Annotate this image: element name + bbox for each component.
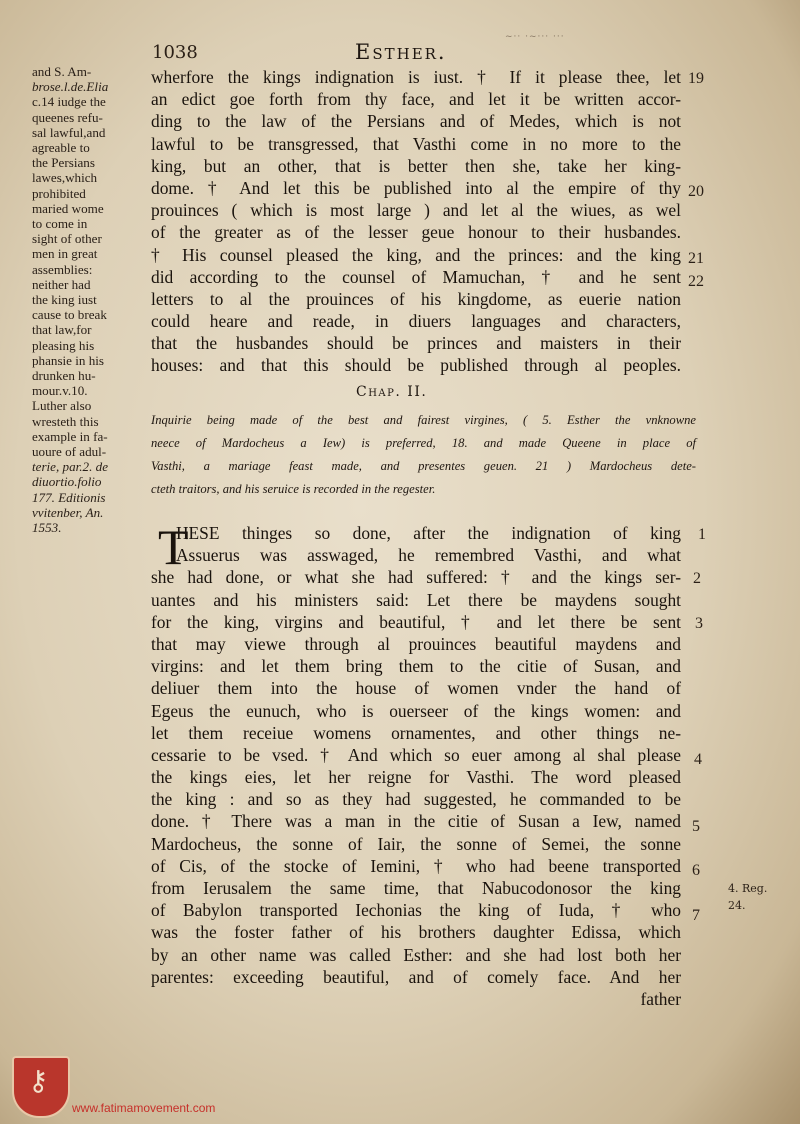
verse-number: 3 bbox=[695, 615, 703, 632]
margin-note-line: c.14 iudge the bbox=[32, 94, 106, 110]
margin-note-line: pleasing his bbox=[32, 337, 95, 353]
text-line: that the husbandes should be princes and maisters in their bbox=[151, 333, 681, 354]
drop-cap: T bbox=[158, 519, 189, 575]
verse-number: 7 bbox=[692, 907, 700, 924]
margin-note-line: uoure of adul- bbox=[32, 444, 107, 460]
text-line: cessarie to be vsed. † And which so euer among al shal please bbox=[151, 744, 681, 765]
text-line: Assuerus was asswaged, he remembred Vasthi, and what bbox=[176, 545, 681, 566]
text-line: HESE thinges so done, after the indignation of king bbox=[176, 523, 681, 543]
text-line: an edict goe forth from thy face, and let it be written accor- bbox=[151, 89, 681, 110]
text-line: that may viewe through al prouinces beautiful maydens and bbox=[151, 633, 681, 654]
watermark-link[interactable]: www.fatimamovement.com bbox=[72, 1101, 216, 1115]
margin-note-line: mour.v.10. bbox=[32, 383, 88, 399]
margin-note-line: the Persians bbox=[32, 155, 95, 171]
chapter-two-text bbox=[151, 519, 681, 1010]
margin-note-line: vvitenber, An. bbox=[32, 504, 104, 520]
text-line: of Cis, of the stocke of Iemini, † who had beene transported bbox=[151, 855, 681, 876]
margin-note-line: men in great bbox=[32, 246, 98, 262]
verse-number: 21 bbox=[688, 250, 704, 267]
text-line: wherfore the kings indignation is iust. † If it please thee, let bbox=[151, 67, 681, 87]
text-line: by an other name was called Esther: and she had lost both her bbox=[151, 944, 681, 965]
text-line: let them receiue womens ornamentes, and other things ne- bbox=[151, 722, 681, 743]
text-line: of Babylon transported Iechonias the king of Iuda, † who bbox=[151, 900, 681, 921]
margin-note-line: prohibited bbox=[32, 185, 86, 201]
verse-number: 6 bbox=[692, 862, 700, 879]
margin-note-line: cause to break bbox=[32, 307, 107, 323]
text-line: did according to the counsel of Mamuchan, † and he sent bbox=[151, 266, 681, 287]
margin-note-line: terie, par.2. de bbox=[32, 459, 109, 475]
margin-note-line: brose.l.de.Elia bbox=[32, 79, 109, 95]
chapter-argument bbox=[151, 409, 696, 501]
text-line: deliuer them into the house of women vnder the hand of bbox=[151, 678, 681, 699]
margin-note-line: queenes refu- bbox=[32, 109, 103, 125]
margin-note-line: diuortio.folio bbox=[32, 474, 102, 490]
text-line: from Ierusalem the same time, that Nabucodonosor the king bbox=[151, 878, 681, 898]
crossed-keys-seal-icon bbox=[12, 1056, 70, 1118]
text-line: the kings eies, let her reigne for Vasthi. The word pleased bbox=[151, 767, 681, 788]
text-line: the king : and so as they had suggested, he commanded to be bbox=[151, 789, 681, 810]
margin-note-line: neither had bbox=[32, 276, 91, 292]
margin-note-line: agreable to bbox=[32, 140, 90, 156]
text-line: of the greater as of the lesser geue honour to their husbandes. bbox=[151, 222, 681, 243]
verse-number: 22 bbox=[688, 273, 704, 290]
verse-number: 5 bbox=[692, 818, 700, 835]
margin-note-line: lawes,which bbox=[32, 170, 98, 186]
margin-note-line: phansie in his bbox=[32, 352, 105, 368]
verse-number: 4 bbox=[694, 751, 702, 768]
text-line: houses: and that this should be published through al peoples. bbox=[151, 355, 681, 376]
text-line: ding to the law of the Persians and of Medes, which is not bbox=[151, 111, 681, 132]
chapter-one-text bbox=[151, 66, 681, 377]
margin-note-line: and S. Am- bbox=[32, 64, 92, 79]
cross-reference-line: 24. bbox=[728, 899, 746, 912]
verse-number: 20 bbox=[688, 183, 704, 200]
margin-note-line: 1553. bbox=[32, 520, 62, 536]
margin-note-line: that law,for bbox=[32, 322, 92, 338]
catchword: father bbox=[640, 988, 681, 1009]
argument-line: Inquirie being made of the best and fairest virgines, ( 5. Esther the vnknowne bbox=[151, 413, 696, 427]
text-line: prouinces ( which is most large ) and let al the wiues, as wel bbox=[151, 200, 681, 221]
margin-note-line: example in fa- bbox=[32, 428, 108, 444]
head-smudge: ~·· ·~··· ··· bbox=[505, 32, 565, 42]
margin-note-line: maried wome bbox=[32, 200, 104, 216]
margin-note-line: sal lawful,and bbox=[32, 124, 106, 140]
text-line: done. † There was a man in the citie of Susan a Iew, named bbox=[151, 811, 681, 832]
margin-note-line: sight of other bbox=[32, 231, 102, 247]
cross-reference bbox=[728, 880, 767, 914]
text-line: † His counsel pleased the king, and the princes: and the king bbox=[151, 244, 681, 265]
verse-number: 1 bbox=[698, 526, 706, 543]
margin-note-line: wresteth this bbox=[32, 413, 99, 429]
text-line: for the king, virgins and beautiful, † and let there be sent bbox=[151, 611, 681, 632]
text-line: could heare and reade, in diuers languages and characters, bbox=[151, 311, 681, 332]
book-title: Esther. bbox=[355, 40, 447, 64]
verse-number: 19 bbox=[688, 70, 704, 87]
text-line: lawful to be transgressed, that Vasthi come in no more to the bbox=[151, 133, 681, 154]
margin-note bbox=[32, 64, 144, 535]
text-line: dome. † And let this be published into al the empire of thy bbox=[151, 177, 681, 198]
margin-note-line: the king iust bbox=[32, 292, 97, 308]
text-line: she had done, or what she had suffered: † and the kings ser- bbox=[151, 567, 681, 588]
text-line: parentes: exceeding beautiful, and of comely face. And her bbox=[151, 966, 681, 987]
text-line: was the foster father of his brothers daughter Edissa, which bbox=[151, 922, 681, 943]
margin-note-line: assemblies: bbox=[32, 261, 93, 277]
text-line: king, but an other, that is better then she, take her king- bbox=[151, 155, 681, 176]
verse-number: 2 bbox=[693, 570, 701, 587]
cross-reference-line: 4. Reg. bbox=[728, 882, 768, 895]
margin-note-line: to come in bbox=[32, 216, 88, 232]
chapter-heading: Chap. II. bbox=[356, 384, 428, 400]
margin-note-line: Luther also bbox=[32, 398, 92, 414]
argument-line: cteth traitors, and his seruice is recorded in the regester. bbox=[151, 482, 436, 496]
text-line: Egeus the eunuch, who is ouerseer of the kings women: and bbox=[151, 700, 681, 721]
text-line: Mardocheus, the sonne of Iair, the sonne of Semei, the sonne bbox=[151, 833, 681, 854]
page-number: 1038 bbox=[152, 42, 198, 63]
text-line: uantes and his ministers said: Let there be maydens sought bbox=[151, 589, 681, 610]
margin-note-line: drunken hu- bbox=[32, 368, 96, 384]
text-line: virgins: and let them bring them to the citie of Susan, and bbox=[151, 656, 681, 677]
keys-icon: ⚷ bbox=[28, 1064, 49, 1097]
argument-line: neece of Mardocheus a Iew) is preferred, 18. and made Queene in place of bbox=[151, 436, 696, 450]
argument-line: Vasthi, a mariage feast made, and presentes geuen. 21 ) Mardocheus dete- bbox=[151, 459, 696, 473]
margin-note-line: 177. Editionis bbox=[32, 489, 106, 505]
text-line: letters to al the prouinces of his kingdome, as euerie nation bbox=[151, 288, 681, 309]
